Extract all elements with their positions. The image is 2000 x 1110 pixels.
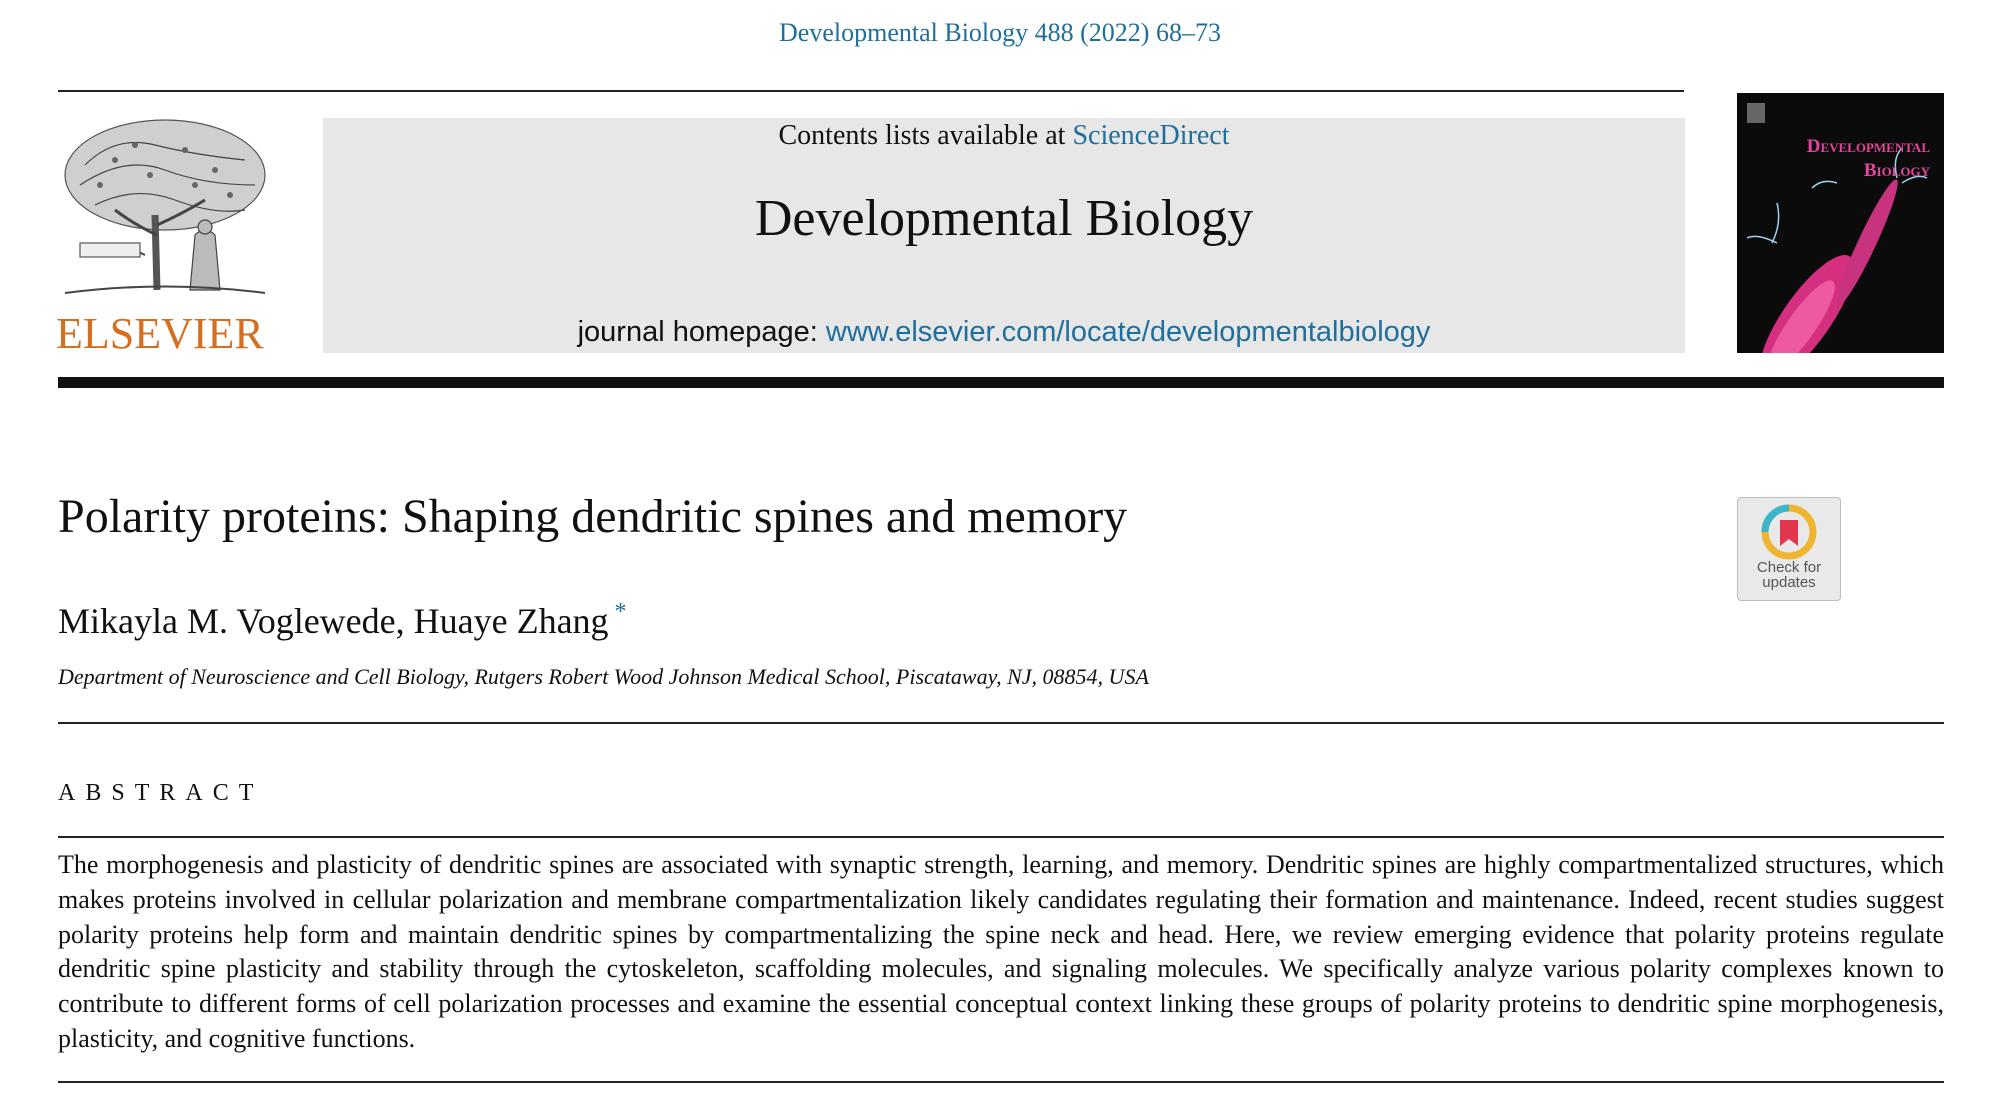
abstract-bottom-rule bbox=[58, 1081, 1944, 1083]
cover-title bbox=[1807, 135, 1930, 183]
badge-line2: updates bbox=[1762, 574, 1816, 591]
check-for-updates-badge[interactable] bbox=[1737, 497, 1841, 601]
authors-text[interactable]: Mikayla M. Voglewede, Huaye Zhang bbox=[58, 601, 609, 641]
contents-line bbox=[323, 118, 1685, 154]
journal-citation[interactable]: Developmental Biology 488 (2022) 68–73 bbox=[779, 18, 1221, 47]
author-list bbox=[58, 590, 627, 643]
elsevier-wordmark: ELSEVIER bbox=[56, 309, 264, 358]
abstract-text: The morphogenesis and plasticity of dendritic spines are associated with synaptic strength, learning, and memory. Dendritic spines are highly compartmentalized structures, which makes proteins involved in cellular polarization and membrane compartmentalization likely candidates regulating their formation and maintenance. Indeed, recent studies suggest polarity proteins help form and maintain dendritic spines by compartmentalizing the spine neck and head. Here, we review emerging evidence that polarity proteins regulate dendritic spine plasticity and stability through the cytoskeleton, scaffolding molecules, and signaling molecules. We specifically analyze various polarity complexes known to contribute to different forms of cell polarization processes and examine the essential conceptual context linking these groups of polarity proteins to dendritic spine morphogenesis, plasticity, and cognitive functions. bbox=[58, 850, 1944, 1053]
abstract-heading: ABSTRACT bbox=[58, 780, 264, 806]
journal-banner bbox=[323, 118, 1685, 353]
header-thick-rule bbox=[58, 377, 1944, 388]
contents-prefix: Contents lists available at bbox=[778, 120, 1073, 151]
badge-line1: Check for bbox=[1756, 559, 1822, 576]
cover-title-line1: Developmental bbox=[1806, 136, 1930, 157]
cover-title-line2: Biology bbox=[1863, 160, 1930, 181]
journal-cover-image[interactable] bbox=[1737, 93, 1944, 353]
bookmark-ribbon-icon bbox=[1738, 502, 1840, 562]
affiliation: Department of Neuroscience and Cell Biology, Rutgers Robert Wood Johnson Medical School, Piscataway, NJ, 08854, USA bbox=[58, 664, 1149, 689]
homepage-link[interactable]: www.elsevier.com/locate/developmentalbiology bbox=[825, 316, 1431, 348]
abstract-rule bbox=[58, 836, 1944, 838]
affiliation-rule bbox=[58, 722, 1944, 724]
article-title: Polarity proteins: Shaping dendritic spines and memory bbox=[58, 490, 1128, 543]
sciencedirect-link[interactable]: ScienceDirect bbox=[1072, 120, 1230, 151]
corresponding-author-mark[interactable]: * bbox=[614, 599, 627, 625]
header-rule bbox=[58, 90, 1684, 92]
journal-title: Developmental Biology bbox=[754, 190, 1254, 247]
homepage-line bbox=[323, 314, 1685, 350]
homepage-prefix: journal homepage: bbox=[577, 316, 826, 348]
badge-label bbox=[1738, 560, 1840, 590]
